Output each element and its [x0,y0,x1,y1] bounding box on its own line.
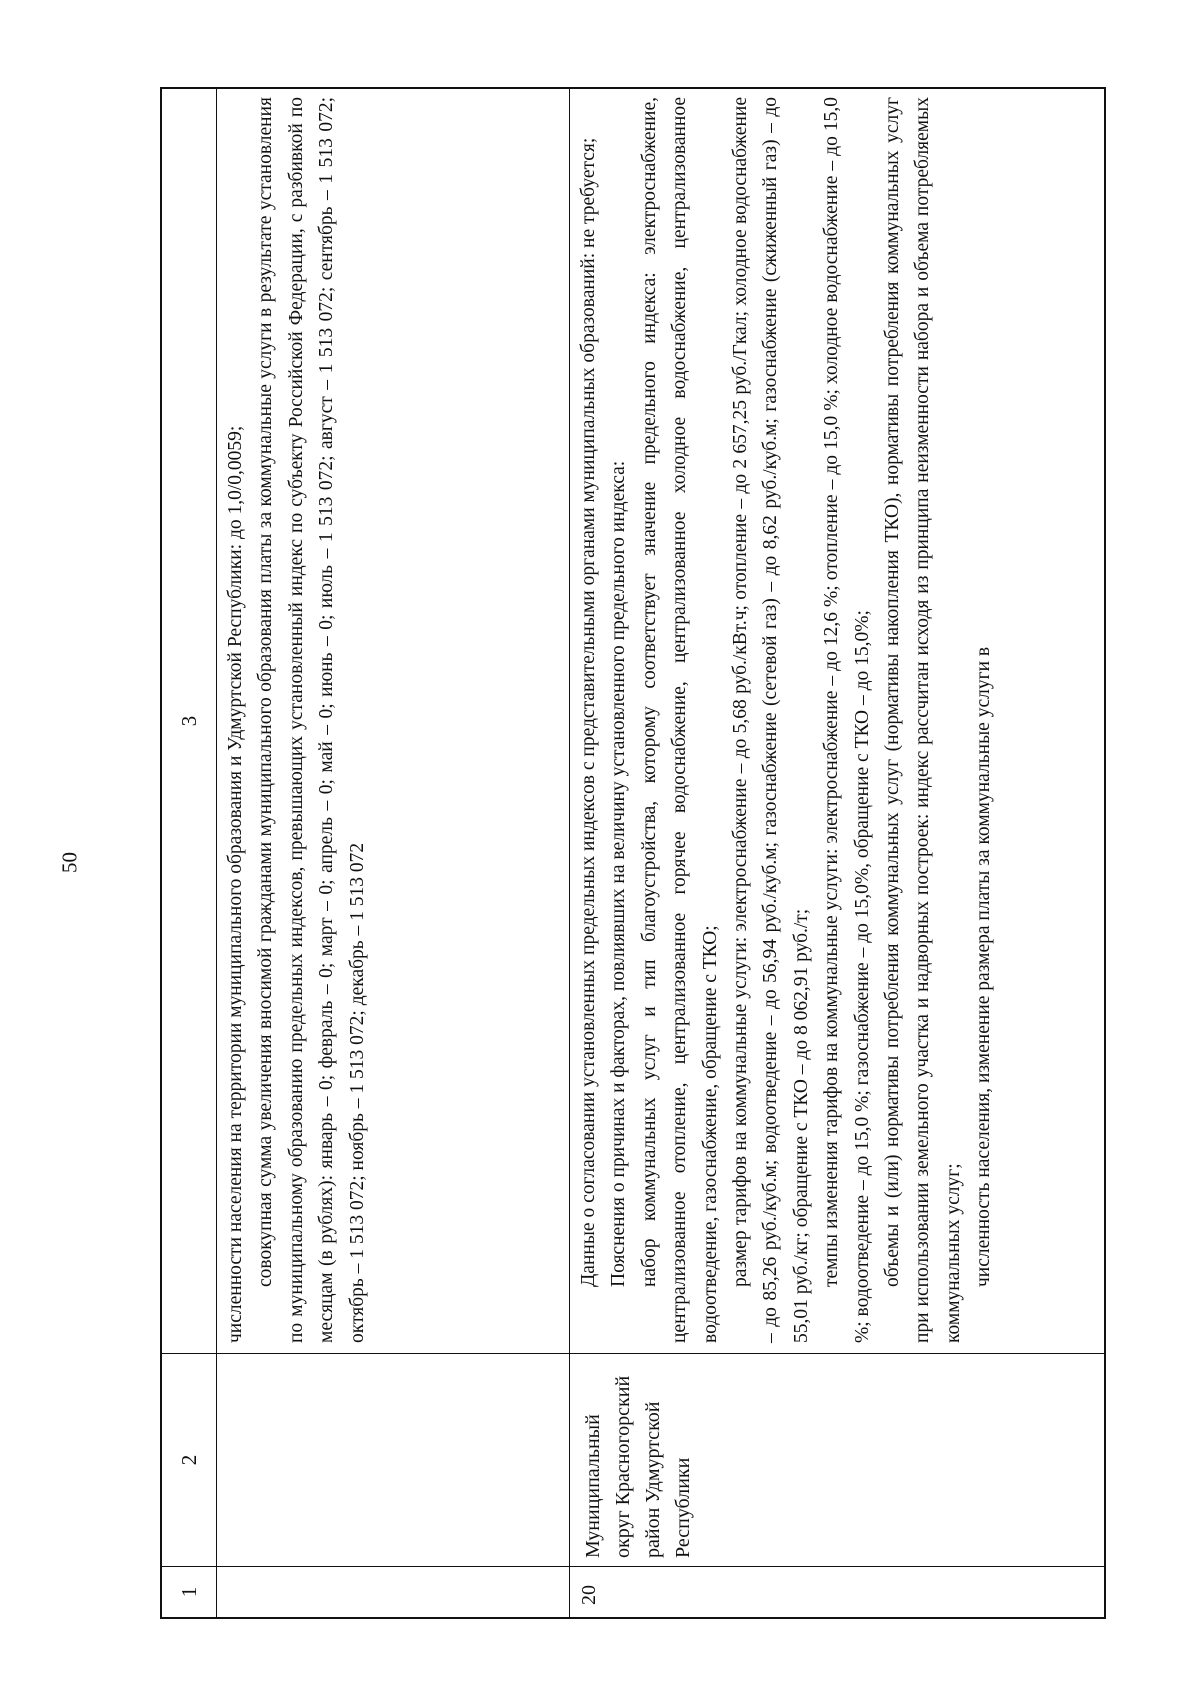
row-number-cell [217,1566,570,1617]
paragraph: Пояснения о причинах и факторах, повлиявших на величину установленного предельного индекса: [608,460,630,1287]
paragraph: совокупная сумма увеличения вносимой гражданами муниципального образования платы за коммунальные услуги в результате установления по муниципальному образованию предельных индексов, превышающих установленный индекс по субъекту Российской Федерации, с разбивкой по месяцам (в рублях): январь – 0; февраль – 0; март – 0; апрель – 0; май – 0; июнь – 0; июль – 1 513 072; август – 1 513 072; сентябрь – 1 513 072; октябрь – 1 513 072; ноябрь – 1 513 072; декабрь – 1 513 072 [255,97,368,1343]
description-cell [217,89,570,1353]
paragraph: размер тарифов на коммунальные услуги: электроснабжение – до 5,68 руб./кВт.ч; отопление – до 2 657,25 руб./Гкал; холодное водоснабжение – до 85,26 руб./куб.м; водоотведение – до 56,94 руб./куб.м; газоснабжение (сетевой газ) – до 8,62 руб./куб.м; газоснабжение (сжиженный газ) – до 55,01 руб./кг; обращение с ТКО – до 8 062,91 руб./т; [730,97,812,1343]
paragraph: численность населения, изменение размера платы за коммунальные услуги в [973,646,995,1287]
paragraph: численности населения на территории муниципального образования и Удмуртской Республики: до 1,0/0,0059; [225,425,246,1343]
row-number-cell: 20 [570,1566,1104,1617]
table-header-col-2: 2 [162,1353,217,1566]
data-table [160,87,1106,1619]
page-number: 50 [57,852,82,873]
paragraph: темпы изменения тарифов на коммунальные услуги: электроснабжение – до 12,6 %; отопление – до 15,0 %; холодное водоснабжение – до 15,0 %; водоотведение – до 15,0 %; газоснабжение – до 15,0%, обращение с ТКО – до 15,0%; [821,97,873,1343]
paragraph: объемы и (или) нормативы потребления коммунальных услуг (нормативы накопления ТКО), нормативы потребления коммунальных услуг при использовании земельного участка и надворных построек: индекс рассчитан исходя из принципа неизменности набора и объема потребляемых коммунальных услуг; [882,97,964,1343]
region-cell: Муниципальный округ Красногорский район Удмуртской Республики [570,1353,1104,1566]
region-cell [217,1353,570,1566]
table-header-col-1: 1 [162,1566,217,1617]
description-cell [570,89,1104,1353]
table-header-col-3: 3 [162,89,217,1353]
paragraph: набор коммунальных услуг и тип благоустройства, которому соответствует значение предельного индекса: электроснабжение, централизованное отопление, централизованное горячее водоснабжение, централизованное холодное водоснабжение, централизованное водоотведение, газоснабжение, обращение с ТКО; [638,97,721,1343]
table-container [160,87,1200,1605]
paragraph: Данные о согласовании установленных предельных индексов с представительными органами муниципальных образований: не требуется; [578,137,599,1287]
